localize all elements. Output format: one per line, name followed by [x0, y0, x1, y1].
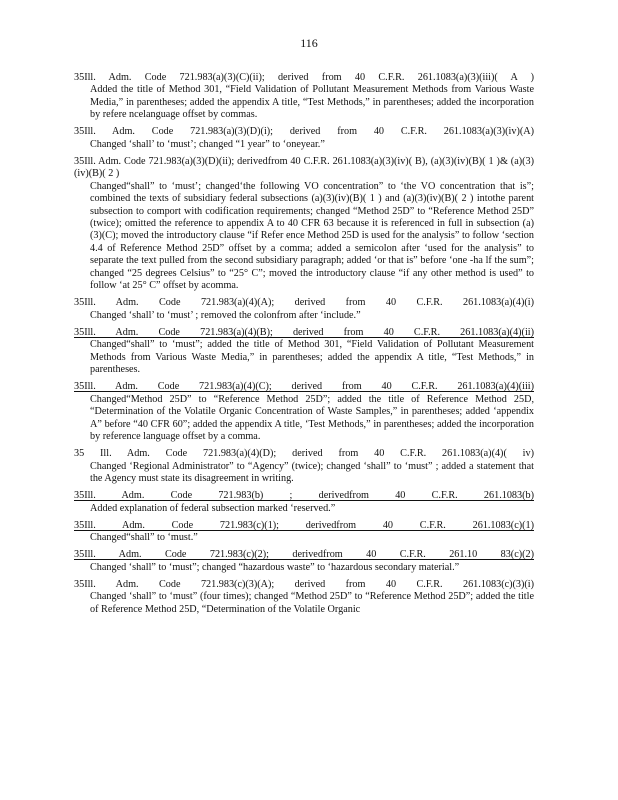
entry-citation: 35Ill. Adm. Code 721.983(c)(1); derivedfrom 40 C.F.R. 261.1083(c)(1)	[74, 519, 534, 531]
entry-explanation: Changed ‘shall” to ‘must” (four times); changed “Method 25D” to “Reference Method 25D”; added the title of Reference Method 25D, “Determination of the Volatile Organic	[90, 591, 534, 615]
entry-explanation: Changed“shall” to ‘must’; changed‘the following VO concentration” to ‘the VO concentration that is”; combined the texts of subsidiary federal subsections (a)(3)(iv)(B)( 1 ) and (a)(3)(iv)(B)( 2 ) intothe parent subsection to comport with codification requirements; changed “Method 25D” to “Reference Method 25D” (twice); omitted the reference to appendix A to 40 CFR 63 because it is referenced in full in subsection (a)(3)(C); moved the introductory clause “if Refer ence Method 25D is used for the analysis” to follow ‘section 4.4 of Reference Method 25D” offset by a comma; added a semicolon after ‘used for the analysis” to separate the text pulled from the second subsidiary paragraph; added ‘or that is” before ‘one -ha lf the sum”; changed “25 degrees Celsius” to “25° C”; moved the introductory clause “if any other method is used” to follow ‘at 25° C” offset by acomma.	[90, 180, 534, 292]
entry-citation: 35 Ill. Adm. Code 721.983(a)(4)(D); derived from 40 C.F.R. 261.1083(a)(4)( iv)	[74, 448, 534, 460]
entry-explanation: Changed ‘shall” to ‘must”; changed “hazardous waste” to ‘hazardous secondary material.”	[90, 561, 460, 573]
derivation-entry	[74, 381, 534, 443]
entry-citation: 35Ill. Adm. Code 721.983(a)(3)(D)(i); derived from 40 C.F.R. 261.1083(a)(3)(iv)(A)	[74, 126, 534, 138]
entry-citation: 35Ill. Adm. Code 721.983(a)(4)(B); derived from 40 C.F.R. 261.1083(a)(4)(ii)	[74, 326, 534, 338]
entry-explanation: Changed“shall” to ‘must”; added the title of Method 301, “Field Validation of Pollutant Measurement Methods from Various Waste Media,” in parentheses; added the appendix A title, “Test Methods,” in parentheses.	[90, 339, 534, 376]
entry-explanation: Changed ‘shall’ to ‘must’; changed “1 year” to ‘oneyear.”	[90, 138, 325, 150]
entry-citation: 35Ill. Adm. Code 721.983(a)(4)(C); derived from 40 C.F.R. 261.1083(a)(4)(iii)	[74, 381, 534, 393]
derivation-entry	[74, 520, 534, 545]
entry-citation: 35Ill. Adm. Code 721.983(b) ; derivedfrom 40 C.F.R. 261.1083(b)	[74, 490, 534, 502]
page-number: 116	[300, 36, 318, 50]
derivation-entry	[74, 549, 534, 574]
entry-citation: 35Ill. Adm. Code 721.983(c)(3)(A); derived from 40 C.F.R. 261.1083(c)(3)(i)	[74, 579, 534, 590]
derivation-entries	[74, 72, 534, 621]
entry-explanation: Added explanation of federal subsection marked ‘reserved.”	[90, 502, 336, 514]
derivation-entry	[74, 72, 534, 122]
derivation-entry	[74, 490, 534, 515]
entry-citation: 35Ill. Adm. Code 721.983(a)(4)(A); derived from 40 C.F.R. 261.1083(a)(4)(i)	[74, 297, 534, 309]
entry-explanation: Changed“Method 25D” to “Reference Method 25D”; added the title of Reference Method 25D, “Determination of the Volatile Organic Concentration of Waste Samples,” in parentheses; added ‘appendix A” before “40 CFR 60”; added the appendix A title, ‘Test Methods,” in parentheses; added the incorporation by reference language offset by a comma.	[90, 393, 534, 442]
entry-citation: 35Ill. Adm. Code 721.983(a)(3)(C)(ii); derived from 40 C.F.R. 261.1083(a)(3)(iii)( A )	[74, 72, 534, 83]
entry-explanation: Changed“shall” to ‘must.”	[90, 532, 198, 544]
entry-citation: 35Ill. Adm. Code 721.983(c)(2); derivedfrom 40 C.F.R. 261.10 83(c)(2)	[74, 549, 534, 561]
derivation-entry	[74, 156, 534, 292]
entry-explanation: Added the title of Method 301, “Field Validation of Pollutant Measurement Methods from Various Waste Media,” in parentheses; added the appendix A title, “Test Methods,” in parentheses; added the incorporation by refere ncelanguage offset by commas.	[90, 84, 534, 121]
derivation-entry	[74, 126, 534, 151]
derivation-entry	[74, 327, 534, 377]
derivation-entry	[74, 579, 534, 616]
derivation-entry	[74, 448, 534, 485]
entry-citation: 35Ill. Adm. Code 721.983(a)(3)(D)(ii); derivedfrom 40 C.F.R. 261.1083(a)(3)(iv)( B), (a)(3)(iv)(B)( 1 )& (a)(3)(iv)(B)( 2 )	[74, 156, 534, 180]
derivation-entry	[74, 297, 534, 322]
entry-explanation: Changed ‘shall’ to ‘must’ ; removed the colonfrom after ‘include.”	[90, 309, 361, 321]
entry-explanation: Changed ‘Regional Administrator” to “Agency” (twice); changed ‘shall” to ‘must” ; added a statement that the Agency must state its disagreement in writing.	[90, 460, 534, 484]
